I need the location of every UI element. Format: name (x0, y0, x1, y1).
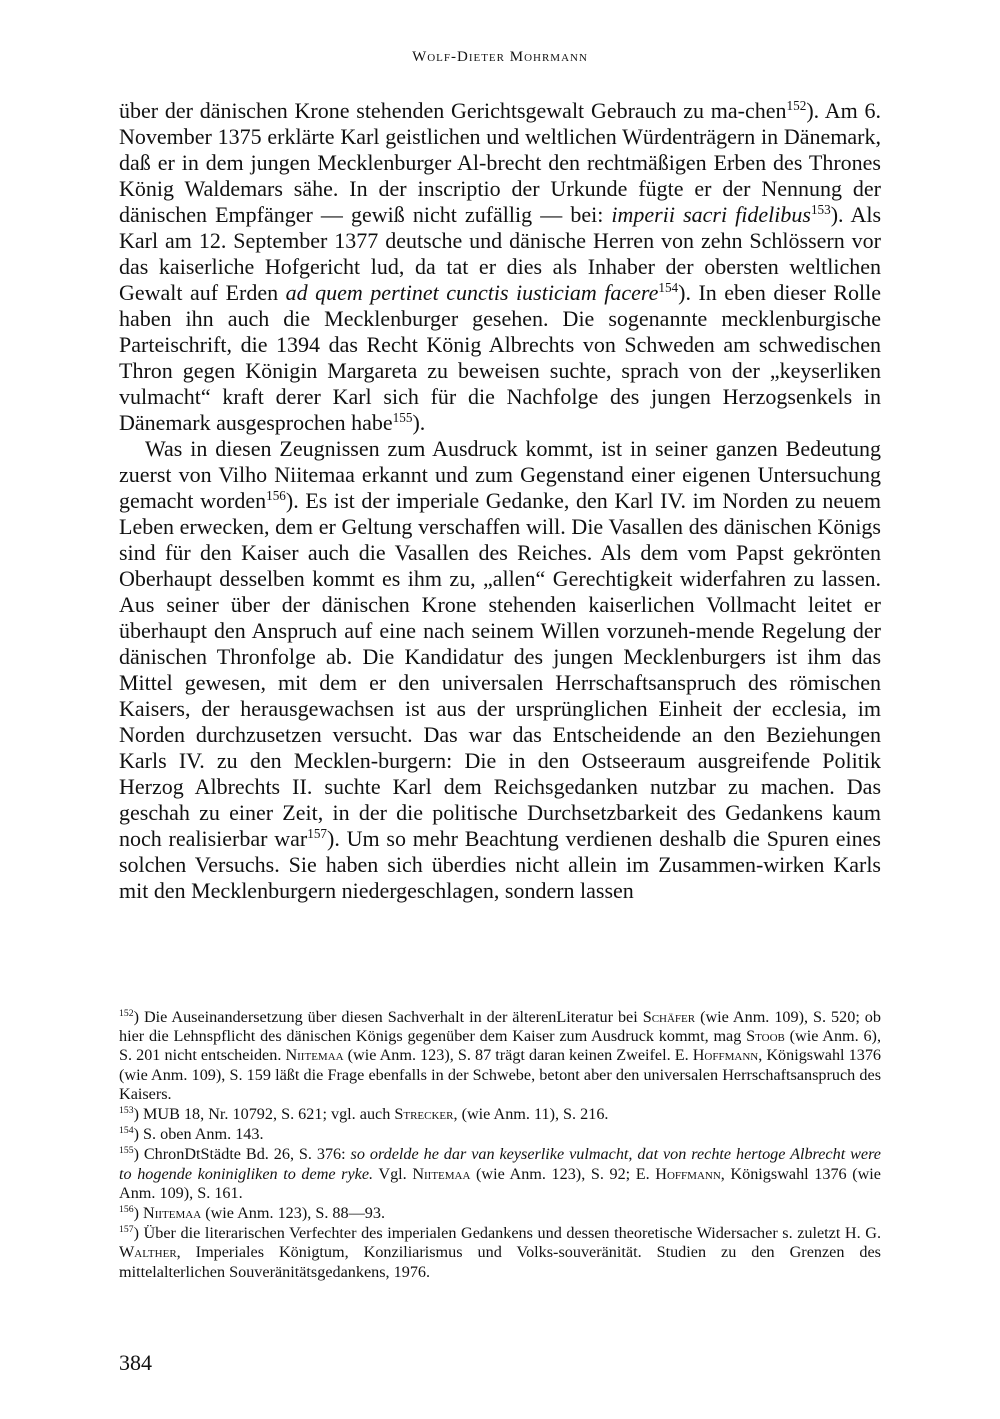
text-run: , Königswahl 1376 (wie Anm. 109), S. 159 läßt die Frage ebenfalls in der Schwebe, betont aber den universalen Herrschaftsanspruch des Kaisers. (119, 1046, 882, 1103)
paragraph (119, 98, 881, 436)
footnote (119, 1125, 881, 1144)
author-name: Niitemaa (412, 1164, 471, 1183)
italic-text: so ordelde he dar van keyserlike vulmacht, dat von rechte hertoge Albrecht were to hogende koninigliken to deme ryke. (119, 1145, 881, 1183)
text-run: ) S. oben Anm. 143. (133, 1125, 264, 1144)
footnote-marker: 152 (119, 1008, 134, 1020)
footnote-marker: 155 (119, 1145, 134, 1157)
footnote-marker: 153 (119, 1105, 134, 1117)
footnotes (119, 1008, 881, 1282)
text-run: ) Die Auseinandersetzung über diesen Sachverhalt in der älterenLiteratur bei (133, 1008, 643, 1026)
text-run: , Imperiales Königtum, Konziliarismus und Volks-souveränität. Studien zu den Grenzen des mittelalterlichen Souveränitätsgedankens, 1976. (119, 1243, 881, 1281)
page-number: 384 (119, 1350, 152, 1375)
text-run: ). Es ist der imperiale Gedanke, den Karl IV. im Norden zu neuem Leben erwecken, dem er Geltung verschaffen will. Die Vasallen des dänischen Königs sind für den Kaiser auch die Vasallen des Reiches. Als dem vom Papst gekrönten Oberhaupt desselben kommt es ihm zu, „allen“ Gerechtigkeit widerfahren zu lassen. Aus seiner über der dänischen Krone stehenden kaiserlichen Vollmacht leitet er überhaupt den Anspruch auf eine nach seinem Willen vorzuneh-mende Regelung der dänischen Thronfolge ab. Die Kandidatur des jungen Mecklenburgers ist ihm das Mittel gewesen, mit dem er den universalen Herrschaftsanspruch des römischen Kaisers, der herausgewachsen ist aus der ursprünglichen Einheit der ecclesia, im Norden durchzusetzen versucht. Das war das Entscheidende an den Beziehungen Karls IV. zu den Mecklen-burgern: Die in den Ostseeraum ausgreifende Politik Herzog Albrechts II. suchte Karl dem Reichsgedanken nutzbar zu machen. Das geschah zu einer Zeit, in der die politische Durchsetzbarkeit des Gedankens kaum noch realisierbar war (119, 488, 881, 851)
text-run: , (wie Anm. 11), S. 216. (453, 1105, 609, 1124)
text-run: ). Am 6. November 1375 erklärte Karl geistlichen und weltlichen Würdenträgern in Dänemark, daß er in dem jungen Mecklenburger Al-brecht den rechtmäßigen Erben des Thrones König Waldemars sähe. In der inscriptio der Urkunde fügte er der Nennung der dänischen Empfänger — gewiß nicht zufällig — bei: (119, 98, 881, 227)
text-run: ) MUB 18, Nr. 10792, S. 621; vgl. auch (133, 1105, 395, 1124)
main-text (119, 98, 881, 904)
footnote (119, 1224, 881, 1282)
text-run: ) ChronDtStädte Bd. 26, S. 376: (133, 1145, 351, 1164)
author-name: Hoffmann (655, 1164, 721, 1183)
paragraph (119, 436, 881, 904)
footnote-marker: 153 (810, 202, 831, 218)
footnote-marker: 152 (786, 98, 807, 114)
footnote-marker: 157 (119, 1224, 134, 1236)
text-run: ) Über die literarischen Verfechter des imperialen Gedankens und dessen theoretische Widersacher s. zuletzt H. G. (133, 1224, 881, 1243)
text-run: Vgl. (373, 1164, 413, 1183)
italic-text: imperii sacri fidelibus (611, 202, 811, 227)
footnote-marker: 155 (392, 410, 413, 426)
text-run: ). In eben dieser Rolle haben ihn auch die Mecklenburger gesehen. Die sogenannte mecklenburgische Parteischrift, die 1394 das Recht König Albrechts von Schweden am schwedischen Thron gegen Königin Margareta zu beweisen suchte, sprach von der „keyserliken vulmacht“ kraft derer Karl sich für die Nachfolge des jungen Herzogsenkels in Dänemark ausgesprochen habe (119, 280, 882, 435)
text-run: ) (133, 1204, 144, 1223)
author-name: Walther (119, 1243, 177, 1262)
text-run: über der dänischen Krone stehenden Gerichtsgewalt Gebrauch zu ma-chen (119, 98, 787, 123)
text-run: (wie Anm. 109), S. 520; ob hier die Lehnspflicht des dänischen Königs gegenüber dem Kaiser zum Ausdruck kommt, mag (119, 1008, 881, 1046)
footnote-marker: 154 (658, 280, 679, 296)
text-run: ). Als Karl am 12. September 1377 deutsche und dänische Herren von zehn Schlössern vor das kaiserliche Hofgericht lud, da tat er dies als Inhaber der obersten weltlichen Gewalt auf Erden (119, 202, 882, 305)
running-head: Wolf-Dieter Mohrmann (412, 49, 588, 65)
footnote (119, 1145, 881, 1203)
footnote (119, 1105, 881, 1124)
author-name: Schäfer (642, 1008, 696, 1026)
text-run: (wie Anm. 123), S. 88—93. (201, 1204, 386, 1223)
footnote (119, 1204, 881, 1223)
text-run: Was in diesen Zeugnissen zum Ausdruck kommt, ist in seiner ganzen Bedeutung zuerst von Vilho Niitemaa erkannt und zum Gegenstand einer eigenen Untersuchung gemacht worden (119, 436, 881, 513)
footnote-marker: 156 (266, 488, 286, 504)
author-name: Hoffmann (692, 1046, 759, 1065)
author-name: Strecker (394, 1105, 454, 1124)
text-run: (wie Anm. 123), S. 87 trägt daran keinen Zweifel. E. (343, 1046, 693, 1065)
text-run: ). (412, 410, 426, 435)
text-run: , Königswahl 1376 (wie Anm. 109), S. 161. (119, 1164, 881, 1202)
text-run: ). Um so mehr Beachtung verdienen deshalb die Spuren eines solchen Versuchs. Sie haben sich überdies nicht allein im Zusammen-wirken Karls mit den Mecklenburgern niedergeschlagen, sondern lassen (119, 826, 881, 903)
text-run: (wie Anm. 123), S. 92; E. (470, 1164, 656, 1183)
footnote (119, 1008, 881, 1104)
text-run: (wie Anm. 6), S. 201 nicht entscheiden. (119, 1027, 881, 1065)
italic-text: ad quem pertinet cunctis iusticiam facere (285, 280, 659, 305)
author-name: Niitemaa (143, 1204, 202, 1223)
footnote-marker: 156 (119, 1204, 134, 1216)
footnote-marker: 157 (307, 826, 328, 842)
footnote-marker: 154 (119, 1125, 134, 1137)
author-name: Stoob (746, 1027, 785, 1046)
author-name: Niitemaa (285, 1046, 344, 1065)
